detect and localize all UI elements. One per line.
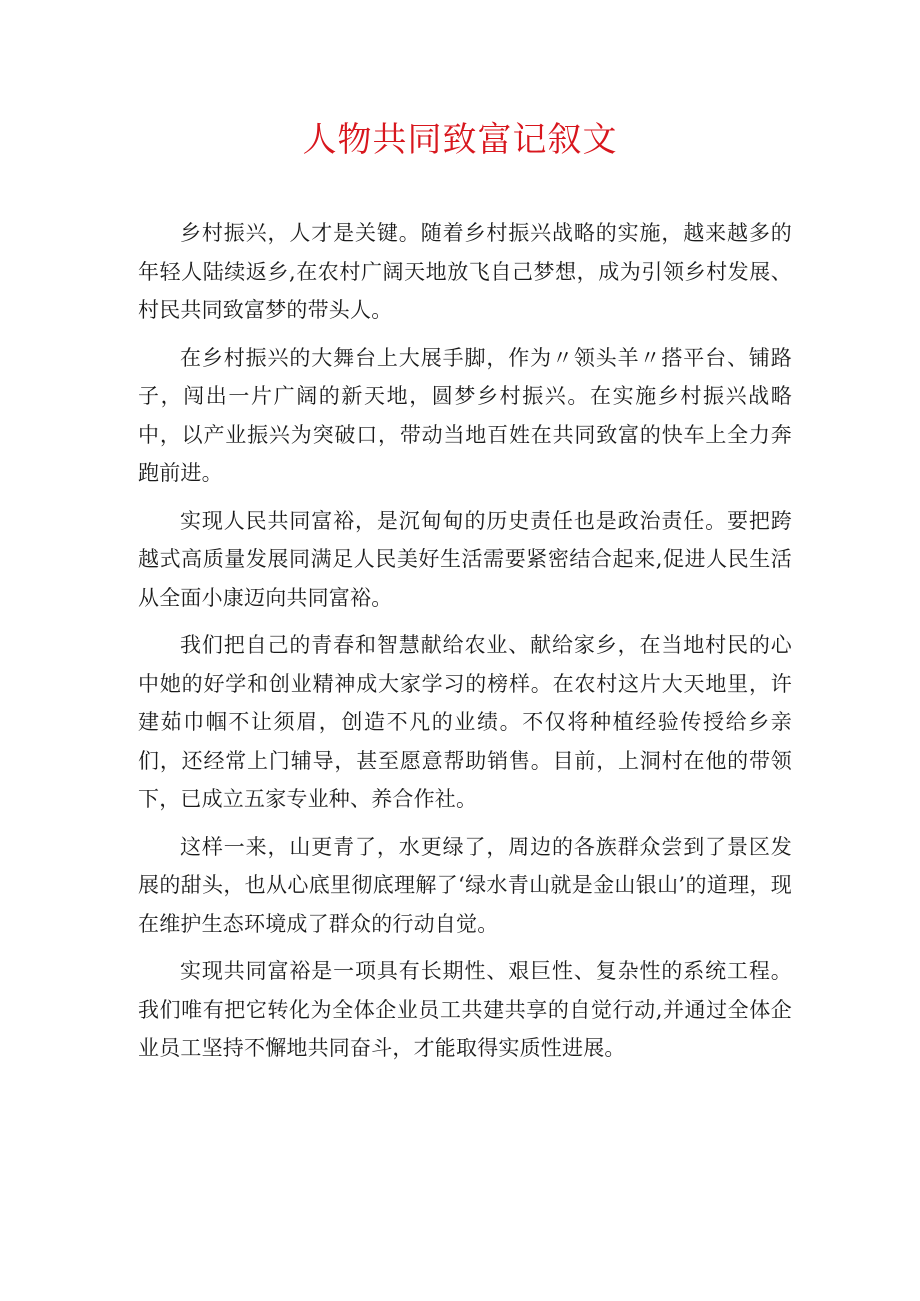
- paragraph: 实现共同富裕是一项具有长期性、艰巨性、复杂性的系统工程。我们唯有把它转化为全体企业员工共建共享的自觉行动,并通过全体企业员工坚持不懈地共同奋斗，才能取得实质性进展。: [138, 959, 792, 1060]
- paragraph: 实现人民共同富裕，是沉甸甸的历史责任也是政治责任。要把跨越式高质量发展同满足人民美好生活需要紧密结合起来,促进人民生活从全面小康迈向共同富裕。: [138, 508, 792, 610]
- document-title: 人物共同致富记叙文: [302, 120, 618, 160]
- paragraph: 这样一来，山更青了，水更绿了，周边的各族群众尝到了景区发展的甜头，也从心底里彻底理解了‘绿水青山就是金山银山’的道理，现在维护生态环境成了群众的行动自觉。: [138, 834, 792, 936]
- paragraph: 在乡村振兴的大舞台上大展手脚，作为〃领头羊〃搭平台、铺路子，闯出一片广阔的新天地，圆梦乡村振兴。在实施乡村振兴战略中，以产业振兴为突破口，带动当地百姓在共同致富的快车上全力奔跑前进。: [138, 345, 792, 485]
- paragraph: 我们把自己的青春和智慧献给农业、献给家乡，在当地村民的心中她的好学和创业精神成大家学习的榜样。在农村这片大天地里，许建茹巾帼不让须眉，创造不凡的业绩。不仅将种植经验传授给乡亲们，还经常上门辅导，甚至愿意帮助销售。目前，上洞村在他的带领下，已成立五家专业种、养合作社。: [138, 633, 792, 811]
- paragraph: 乡村振兴，人才是关键。随着乡村振兴战略的实施，越来越多的年轻人陆续返乡,在农村广阔天地放飞自己梦想，成为引领乡村发展、村民共同致富梦的带头人。: [138, 221, 792, 322]
- document-body: [138, 214, 792, 1077]
